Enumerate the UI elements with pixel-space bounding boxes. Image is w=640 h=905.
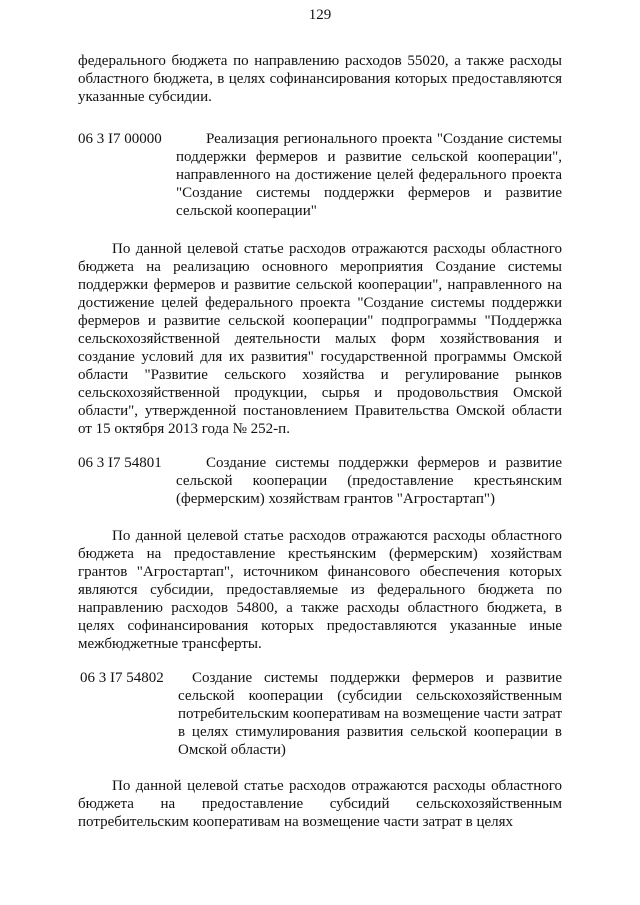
entry-code: 06 3 I7 54801 [78, 455, 162, 471]
entry-title: Реализация регионального проекта "Создание системы поддержки фермеров и развитие сельской кооперации", направленного на достижение целей федерального проекта "Создание системы поддержки фермеров и развитие сельской кооперации" [176, 131, 562, 219]
page-number: 129 [308, 7, 332, 23]
entry-code: 06 3 I7 54802 [80, 670, 164, 686]
entry-description: По данной целевой статье расходов отражаются расходы областного бюджета на предоставление крестьянским (фермерским) хозяйствам грантов "Агростартап", источником финансового обеспечения которых являются субсидии, предоставляемые из федерального бюджета по направлению расходов 54800, а также расходы областного бюджета, в целях софинансирования которых предоставляются указанные иные межбюджетные трансферты. [78, 528, 562, 652]
intro-paragraph: федерального бюджета по направлению расходов 55020, а также расходы областного бюджета, в целях софинансирования которых предоставляются указанные субсидии. [78, 53, 562, 105]
entry-title: Создание системы поддержки фермеров и развитие сельской кооперации (предоставление крестьянским (фермерским) хозяйствам грантов "Агростартап") [176, 455, 562, 507]
entry-description: По данной целевой статье расходов отражаются расходы областного бюджета на предоставление субсидий сельскохозяйственным потребительским кооперативам на возмещение части затрат в целях [78, 778, 562, 830]
entry-description: По данной целевой статье расходов отражаются расходы областного бюджета на реализацию основного мероприятия Создание системы поддержки фермеров и развитие сельской кооперации", направленного на достижение целей федерального проекта "Создание системы поддержки фермеров и развитие сельской кооперации" подпрограммы "Поддержка сельскохозяйственной деятельности малых форм хозяйствования и создание условий для их развития" государственной программы Омской области "Развитие сельского хозяйства и регулирование рынков сельскохозяйственной продукции, сырья и продовольствия Омской области", утвержденной постановлением Правительства Омской области от 15 октября 2013 года № 252-п. [78, 241, 562, 437]
entry-title: Создание системы поддержки фермеров и развитие сельской кооперации (субсидии сельскохозяйственным потребительским кооперативам на возмещение части затрат в целях стимулирования развития сельской кооперации в Омской области) [178, 670, 562, 758]
entry-code: 06 3 I7 00000 [78, 131, 162, 147]
